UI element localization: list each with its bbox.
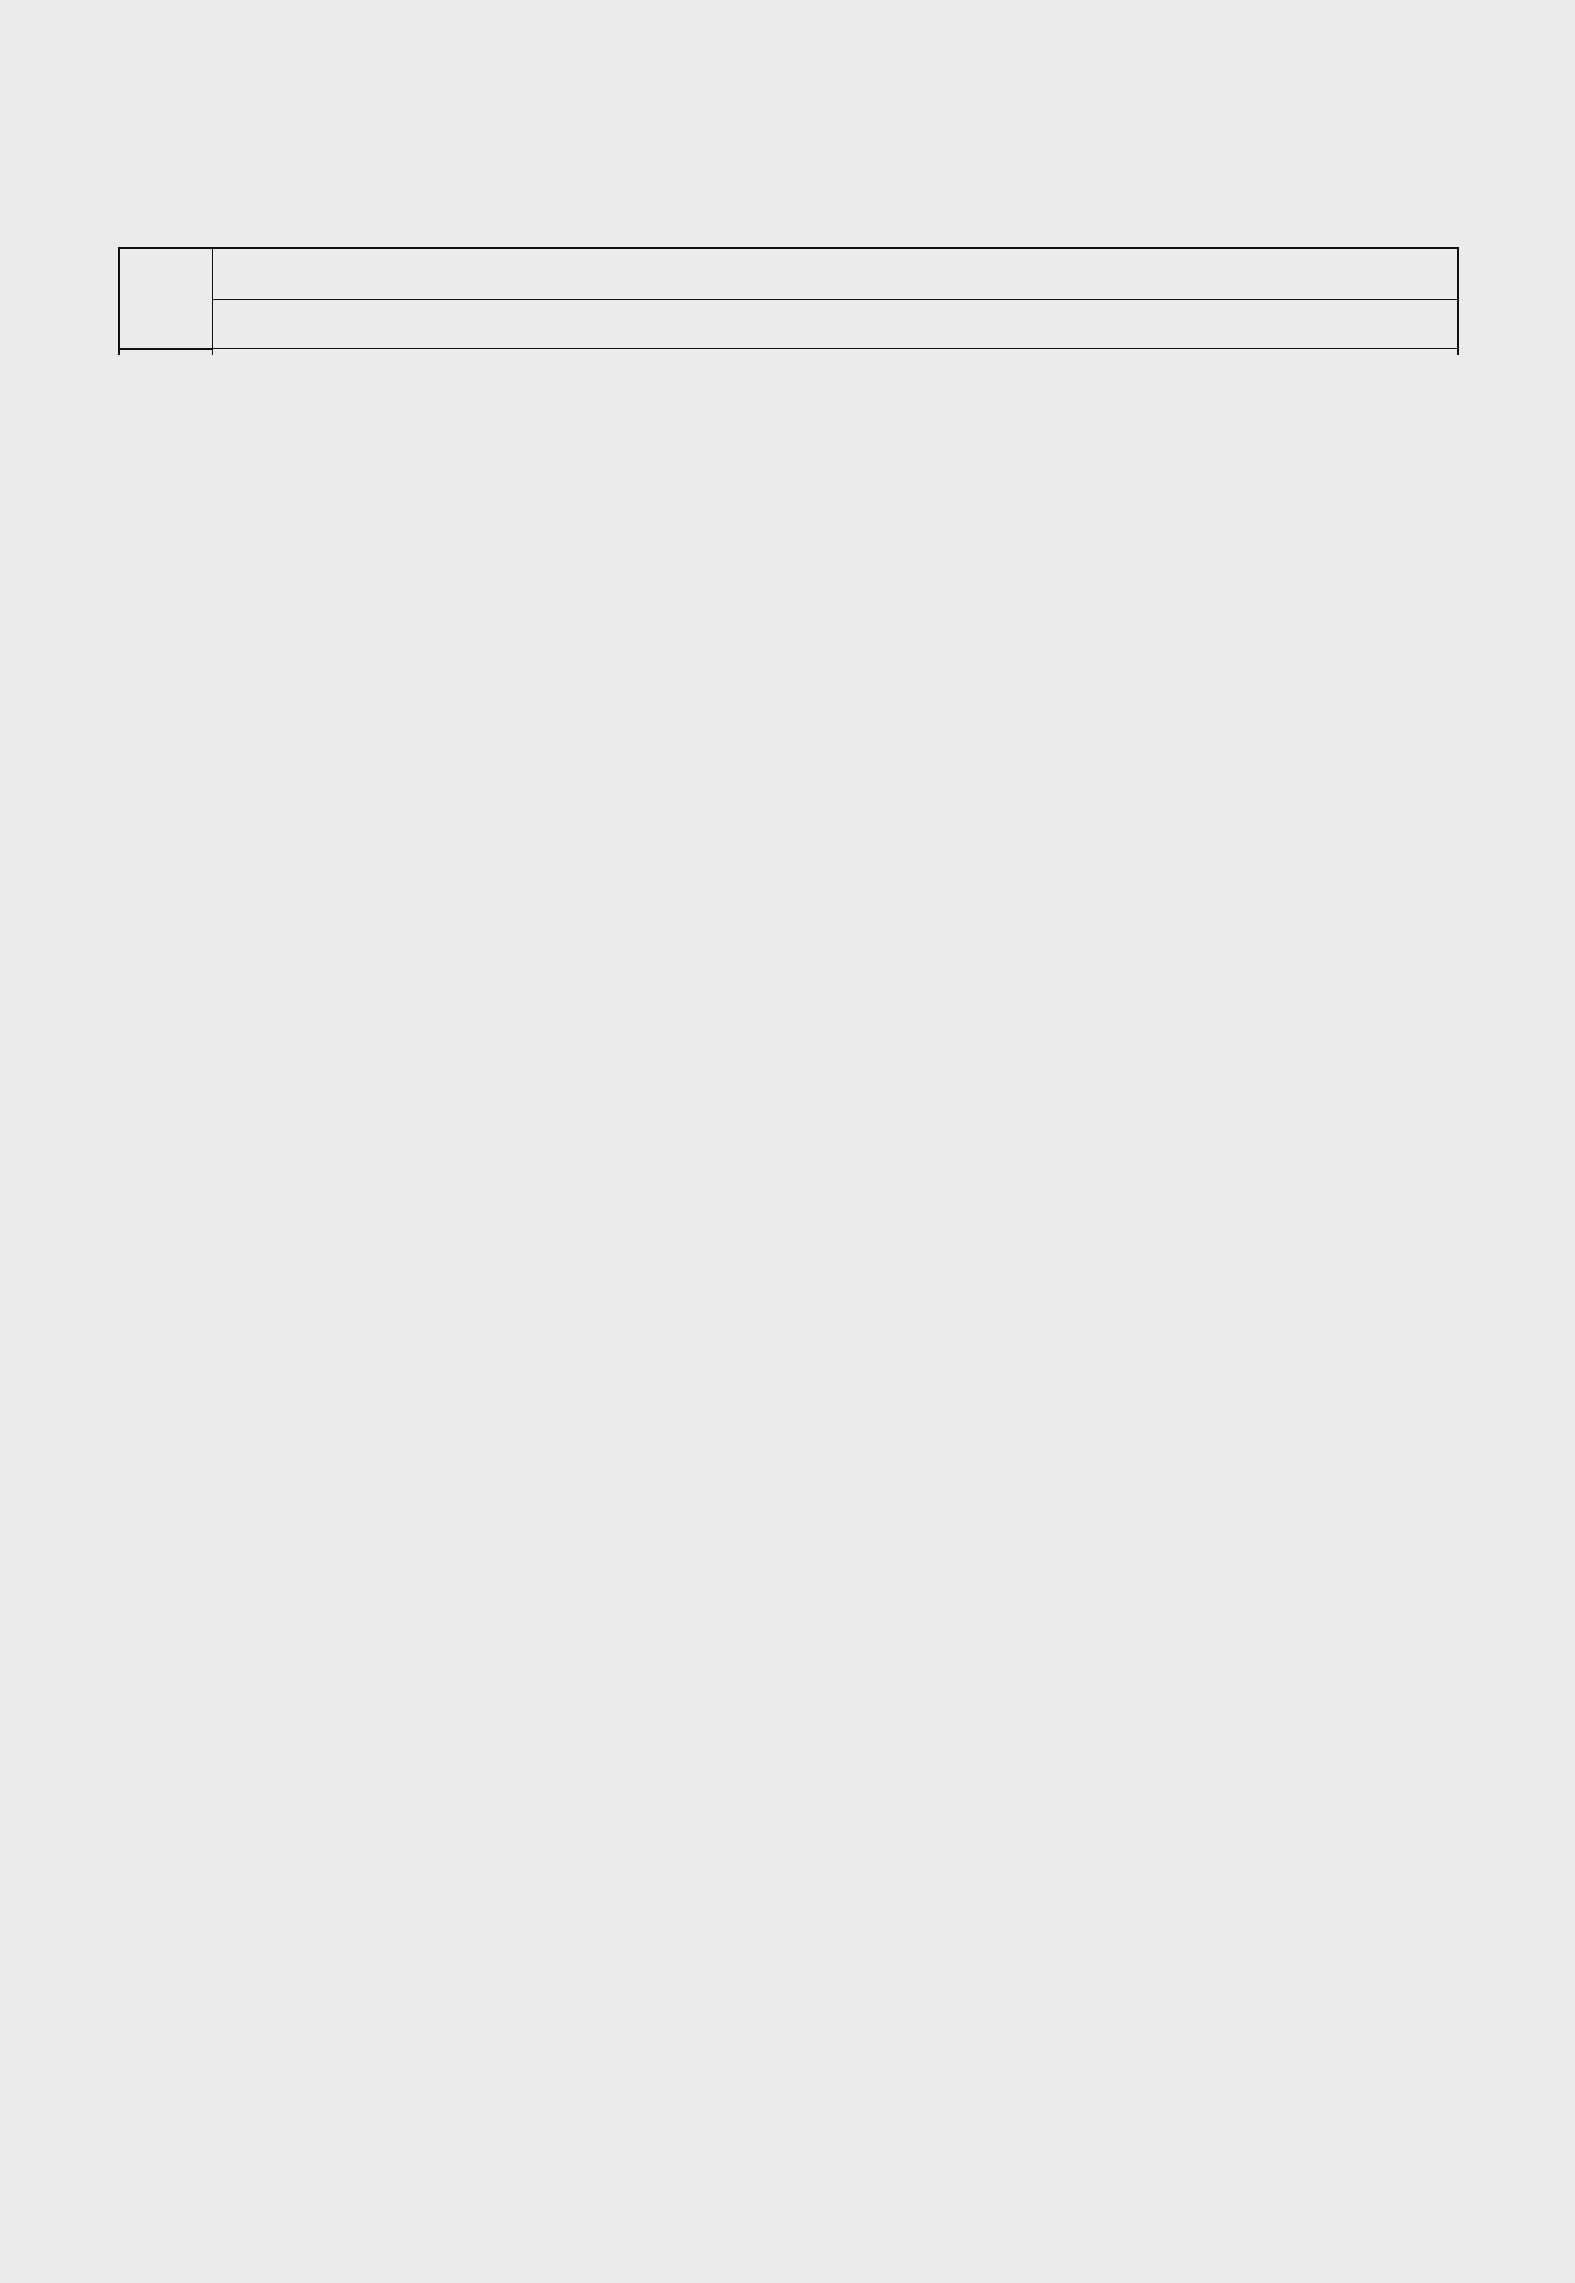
header-gap (119, 349, 1458, 355)
density-at-15-header (212, 300, 1458, 349)
density-table (118, 247, 1459, 355)
temperature-header (119, 248, 212, 349)
density-at-t-header (212, 248, 1458, 300)
table-body (119, 349, 1458, 355)
